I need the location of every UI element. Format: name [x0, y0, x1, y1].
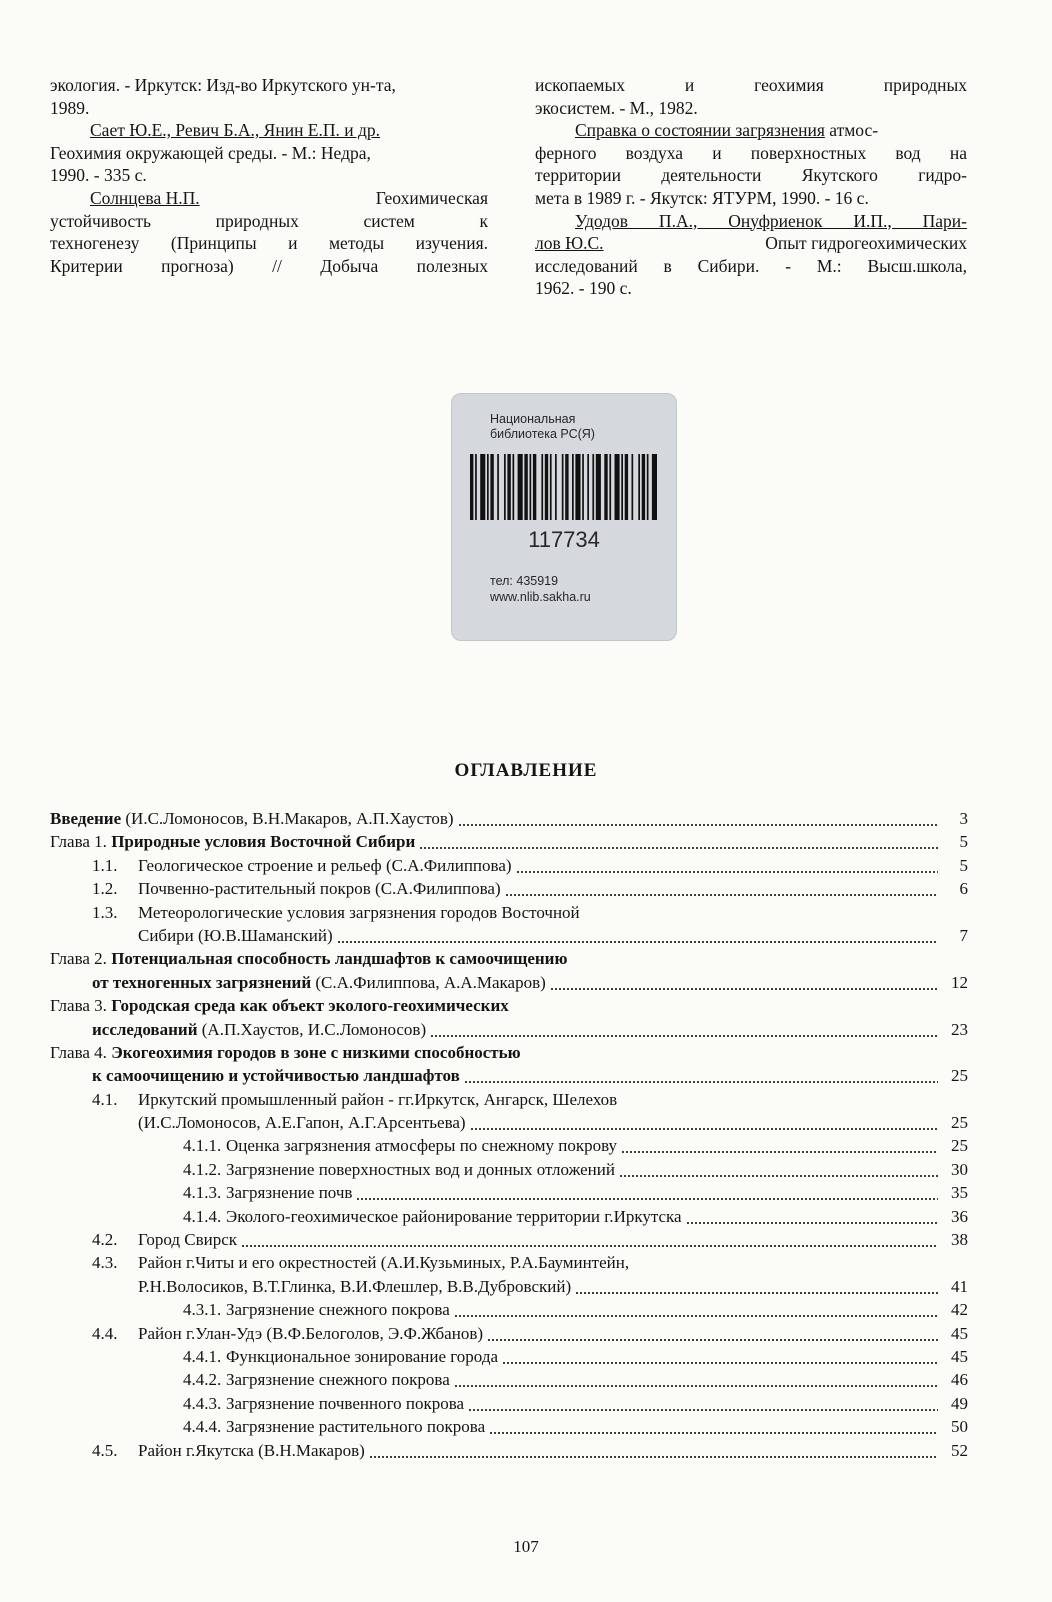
toc-entry	[50, 1228, 968, 1251]
toc-entry	[50, 1322, 968, 1345]
barcode-bar	[545, 454, 548, 520]
bib-authors: лов Ю.С.	[535, 233, 604, 254]
bib-line: экология. - Иркутск: Изд-во Иркутского ун-та,	[50, 75, 396, 95]
toc-entry	[50, 854, 968, 877]
barcode-bar	[609, 454, 611, 520]
toc-entry	[50, 901, 968, 924]
toc-entry-line	[50, 1392, 942, 1415]
toc-entry-line	[50, 1439, 942, 1462]
dot-leader	[502, 1345, 938, 1368]
toc-page: 50	[951, 1417, 968, 1437]
barcode-bar	[625, 454, 628, 520]
toc-entry	[50, 1439, 968, 1462]
toc-text: Загрязнение почв	[226, 1183, 353, 1203]
toc-number: 4.5.	[92, 1440, 118, 1460]
library-sticker	[451, 393, 677, 641]
barcode-bar	[632, 454, 634, 520]
toc-entry-line	[50, 854, 942, 877]
toc-number: 4.4.4.	[183, 1417, 222, 1437]
toc-chapter-label: Глава 2.	[50, 949, 112, 969]
toc-entry	[50, 1158, 968, 1181]
barcode-bar	[587, 454, 589, 520]
toc-page: 25	[951, 1066, 968, 1086]
toc-text: (А.П.Хаустов, И.С.Ломоносов)	[197, 1019, 427, 1039]
toc-entry	[50, 924, 968, 947]
toc-text: Оценка загрязнения атмосферы по снежному покрову	[226, 1136, 618, 1156]
barcode-bar	[575, 454, 580, 520]
bib-authors: Сает Ю.Е., Ревич Б.А., Янин Е.П. и др.	[90, 120, 381, 141]
toc-entry	[50, 807, 968, 830]
barcode-bar	[572, 454, 574, 520]
toc-chapter-title: исследований	[92, 1019, 198, 1039]
bib-line: территории деятельности Якутского гидро-	[535, 165, 967, 186]
sticker-phone: тел: 435919	[490, 574, 559, 588]
dot-leader	[489, 1415, 938, 1438]
toc-entry-line	[50, 1298, 942, 1321]
barcode-bar	[562, 454, 564, 520]
toc-text: Город Свирск	[138, 1230, 238, 1250]
toc-entry-line	[50, 924, 942, 947]
toc-chapter-title: от техногенных загрязнений	[92, 972, 312, 992]
bib-line: исследований в Сибири. - М.: Высш.школа,	[535, 255, 967, 276]
toc-entry	[50, 1298, 968, 1321]
toc-page: 25	[951, 1136, 968, 1156]
toc-page: 36	[951, 1206, 968, 1226]
bib-line: ископаемых и геохимия природных	[535, 75, 967, 95]
toc-entry-line	[50, 1158, 942, 1181]
dot-leader	[454, 1298, 938, 1321]
bib-line: 1990. - 335 с.	[50, 165, 147, 186]
toc-chapter-title: Городская среда как объект эколого-геохимических	[111, 996, 509, 1016]
toc-entry	[50, 1041, 968, 1064]
toc-page: 35	[951, 1183, 968, 1203]
toc-number: 4.4.2.	[183, 1370, 222, 1390]
barcode-bar	[470, 454, 473, 520]
toc-entry	[50, 1134, 968, 1157]
dot-leader	[516, 854, 938, 877]
barcode-bar	[487, 454, 489, 520]
toc-number: 4.2.	[92, 1230, 118, 1250]
barcode-bar	[550, 454, 552, 520]
barcode-bar	[518, 454, 523, 520]
toc-page: 30	[951, 1159, 968, 1179]
table-of-contents	[50, 807, 968, 1462]
bib-line: техногенезу (Принципы и методы изучения.	[50, 233, 488, 254]
bib-entry	[50, 74, 488, 119]
toc-number: 4.1.4.	[183, 1206, 222, 1226]
dot-leader	[369, 1439, 938, 1462]
bib-entry	[50, 119, 488, 187]
dot-leader	[419, 830, 938, 853]
toc-entry-line	[50, 1018, 942, 1041]
dot-leader	[430, 1018, 938, 1041]
toc-text: Район г.Улан-Удэ (В.Ф.Белоголов, Э.Ф.Жбанов)	[138, 1323, 484, 1343]
toc-chapter-label: Глава 3.	[50, 996, 112, 1016]
barcode-bar	[592, 454, 594, 520]
toc-page: 45	[951, 1346, 968, 1366]
toc-entry-line	[50, 1368, 942, 1391]
toc-text: Загрязнение почвенного покрова	[226, 1393, 465, 1413]
bib-line: мета в 1989 г. - Якутск: ЯТУРМ, 1990. - 16 с.	[535, 187, 869, 208]
toc-chapter-title: к самоочищению и устойчивостью ландшафтов	[92, 1066, 460, 1086]
toc-page: 38	[951, 1230, 968, 1250]
toc-page: 23	[951, 1019, 968, 1039]
barcode-bar	[524, 454, 527, 520]
toc-number: 4.4.	[92, 1323, 118, 1343]
toc-text: Иркутский промышленный район - гг.Иркутск, Ангарск, Шелехов	[138, 1089, 618, 1109]
toc-text: Почвенно-растительный покров (С.А.Филиппова)	[138, 879, 501, 899]
dot-leader	[621, 1134, 938, 1157]
toc-number: 4.1.2.	[183, 1159, 222, 1179]
toc-number: 1.2.	[92, 879, 118, 899]
toc-entry-line	[50, 1134, 942, 1157]
toc-text: Загрязнение снежного покрова	[226, 1300, 450, 1320]
toc-page: 7	[959, 925, 968, 945]
barcode-bar	[507, 454, 510, 520]
barcode-bar	[555, 454, 557, 520]
bib-authors: Солнцева Н.П.	[90, 187, 200, 208]
toc-page: 5	[959, 855, 968, 875]
toc-text: Эколого-геохимическое районирование территории г.Иркутска	[226, 1206, 682, 1226]
dot-leader	[356, 1181, 938, 1204]
toc-entry-line	[50, 877, 942, 900]
toc-number: 1.1.	[92, 855, 118, 875]
toc-page: 46	[951, 1370, 968, 1390]
toc-text: Район г.Якутска (В.Н.Макаров)	[138, 1440, 365, 1460]
toc-chapter-label: Глава 1.	[50, 832, 112, 852]
barcode-bar	[490, 454, 493, 520]
bib-line: устойчивость природных систем к	[50, 210, 488, 231]
dot-leader	[575, 1275, 938, 1298]
dot-leader	[550, 971, 938, 994]
page-number: 107	[513, 1537, 539, 1556]
toc-entry	[50, 971, 968, 994]
toc-number: 1.3.	[92, 902, 118, 922]
dot-leader	[337, 924, 938, 947]
toc-number: 4.1.3.	[183, 1183, 222, 1203]
toc-page: 5	[959, 832, 968, 852]
barcode-bar	[480, 454, 485, 520]
bib-lead-text: атмос-	[829, 120, 879, 141]
barcode-bar	[513, 454, 515, 520]
toc-number: 4.1.1.	[183, 1136, 222, 1156]
bibliography-right	[535, 74, 967, 300]
barcode-bar	[615, 454, 620, 520]
toc-page: 49	[951, 1393, 968, 1413]
toc-text: Загрязнение растительного покрова	[226, 1417, 486, 1437]
bib-entry	[535, 210, 967, 300]
toc-entry	[50, 1181, 968, 1204]
toc-entry-line	[50, 1345, 942, 1368]
toc-entry	[50, 1088, 968, 1111]
toc-page: 3	[959, 809, 968, 828]
barcode-icon	[468, 454, 660, 520]
barcode-bar	[541, 454, 543, 520]
barcode-bar	[504, 454, 506, 520]
barcode-bar	[582, 454, 584, 520]
toc-entry	[50, 1205, 968, 1228]
bib-lead-text: Опыт гидрогеохимических	[765, 233, 967, 254]
toc-text: Р.Н.Волосиков, В.Т.Глинка, В.И.Флешлер, В.В.Дубровский)	[138, 1276, 572, 1296]
barcode-bar	[475, 454, 477, 520]
barcode-bar	[621, 454, 623, 520]
toc-entry-line	[50, 1228, 942, 1251]
toc-entry-line	[50, 830, 942, 853]
toc-number: 4.3.1.	[183, 1300, 222, 1320]
toc-entry	[50, 877, 968, 900]
dot-leader	[458, 807, 938, 830]
toc-text: Загрязнение снежного покрова	[226, 1370, 450, 1390]
bib-entry	[535, 119, 967, 209]
toc-chapter-label: Глава 4.	[50, 1042, 112, 1062]
toc-entry-line	[50, 1205, 942, 1228]
toc-entry	[50, 1345, 968, 1368]
bib-lead-text: Геохимическая	[375, 187, 488, 208]
toc-number: 4.4.3.	[183, 1393, 222, 1413]
toc-entry-line	[50, 1181, 942, 1204]
toc-page: 41	[951, 1276, 968, 1296]
bib-entry	[535, 74, 967, 119]
toc-number: 4.3.	[92, 1253, 118, 1273]
bib-line: ферного воздуха и поверхностных вод на	[535, 142, 967, 163]
toc-text: (С.А.Филиппова, А.А.Макаров)	[311, 972, 546, 992]
toc-entry	[50, 830, 968, 853]
bib-line: 1989.	[50, 97, 90, 118]
toc-entry-line	[50, 1415, 942, 1438]
toc-chapter-title: Введение	[50, 809, 122, 828]
dot-leader	[505, 877, 938, 900]
toc-entry-line	[50, 807, 942, 830]
barcode-bar	[652, 454, 657, 520]
dot-leader	[619, 1158, 938, 1181]
toc-entry	[50, 947, 968, 970]
toc-page: 25	[951, 1113, 968, 1133]
bib-title-underlined: Справка о состоянии загрязнения	[575, 120, 825, 141]
toc-entry	[50, 1251, 968, 1274]
bib-entry	[50, 187, 488, 277]
barcode-bar	[497, 454, 499, 520]
bib-line: 1962. - 190 с.	[535, 278, 632, 299]
toc-text: Загрязнение поверхностных вод и донных отложений	[226, 1159, 615, 1179]
toc-entry	[50, 994, 968, 1017]
toc-page: 52	[951, 1440, 968, 1460]
toc-chapter-title: Потенциальная способность ландшафтов к самоочищению	[111, 949, 568, 969]
toc-page: 45	[951, 1323, 968, 1343]
barcode-bar	[647, 454, 649, 520]
bib-line: экосистем. - М., 1982.	[535, 97, 698, 118]
barcode-bar	[530, 454, 532, 520]
barcode-bar	[604, 454, 607, 520]
dot-leader	[487, 1322, 938, 1345]
barcode-number: 117734	[528, 527, 600, 552]
dot-leader	[468, 1392, 938, 1415]
toc-text: Геологическое строение и рельеф (С.А.Филиппова)	[138, 855, 512, 875]
toc-entry	[50, 1064, 968, 1087]
barcode-bar	[565, 454, 568, 520]
dot-leader	[464, 1064, 938, 1087]
sticker-website: www.nlib.sakha.ru	[490, 590, 591, 604]
toc-chapter-title: Экогеохимия городов в зоне с низкими способностью	[111, 1042, 521, 1062]
toc-number: 4.4.1.	[183, 1346, 222, 1366]
bib-authors: Удодов П.А., Онуфриенок И.П., Пари-	[575, 210, 967, 231]
toc-entry-line	[50, 1322, 942, 1345]
sticker-library-name-2: библиотека РС(Я)	[490, 427, 595, 441]
toc-text: Функциональное зонирование города	[226, 1346, 499, 1366]
toc-entry-line	[50, 1064, 942, 1087]
toc-title: ОГЛАВЛЕНИЕ	[454, 760, 598, 781]
toc-text: Метеорологические условия загрязнения городов Восточной	[138, 902, 580, 922]
barcode-bar	[533, 454, 536, 520]
toc-entry	[50, 1275, 968, 1298]
toc-entry-line	[50, 1275, 942, 1298]
toc-page: 6	[959, 879, 968, 899]
toc-text: Сибири (Ю.В.Шаманский)	[138, 925, 333, 945]
barcode-bar	[642, 454, 645, 520]
barcode-bar	[596, 454, 601, 520]
toc-entry	[50, 1111, 968, 1134]
toc-entry-line	[50, 971, 942, 994]
barcode-bar	[638, 454, 640, 520]
bib-line: Критерии прогноза) // Добыча полезных	[50, 255, 488, 276]
toc-text: (И.С.Ломоносов, В.Н.Макаров, А.П.Хаустов)	[121, 809, 454, 828]
toc-text: Район г.Читы и его окрестностей (А.И.Кузьминых, Р.А.Бауминтейн,	[138, 1253, 630, 1273]
bibliography-left	[50, 74, 488, 277]
sticker-library-name: Национальная	[490, 412, 576, 426]
dot-leader	[454, 1368, 938, 1391]
dot-leader	[686, 1205, 938, 1228]
toc-entry-line	[50, 1111, 942, 1134]
dot-leader	[241, 1228, 938, 1251]
toc-chapter-title: Природные условия Восточной Сибири	[111, 832, 416, 852]
toc-page: 42	[951, 1300, 968, 1320]
toc-text: (И.С.Ломоносов, А.Е.Гапон, А.Г.Арсентьева)	[138, 1113, 466, 1133]
toc-entry	[50, 1018, 968, 1041]
bib-line: Геохимия окружающей среды. - М.: Недра,	[50, 142, 371, 163]
dot-leader	[470, 1111, 938, 1134]
toc-number: 4.1.	[92, 1089, 118, 1109]
toc-entry	[50, 1392, 968, 1415]
toc-entry	[50, 1415, 968, 1438]
toc-page: 12	[951, 972, 968, 992]
toc-entry	[50, 1368, 968, 1391]
